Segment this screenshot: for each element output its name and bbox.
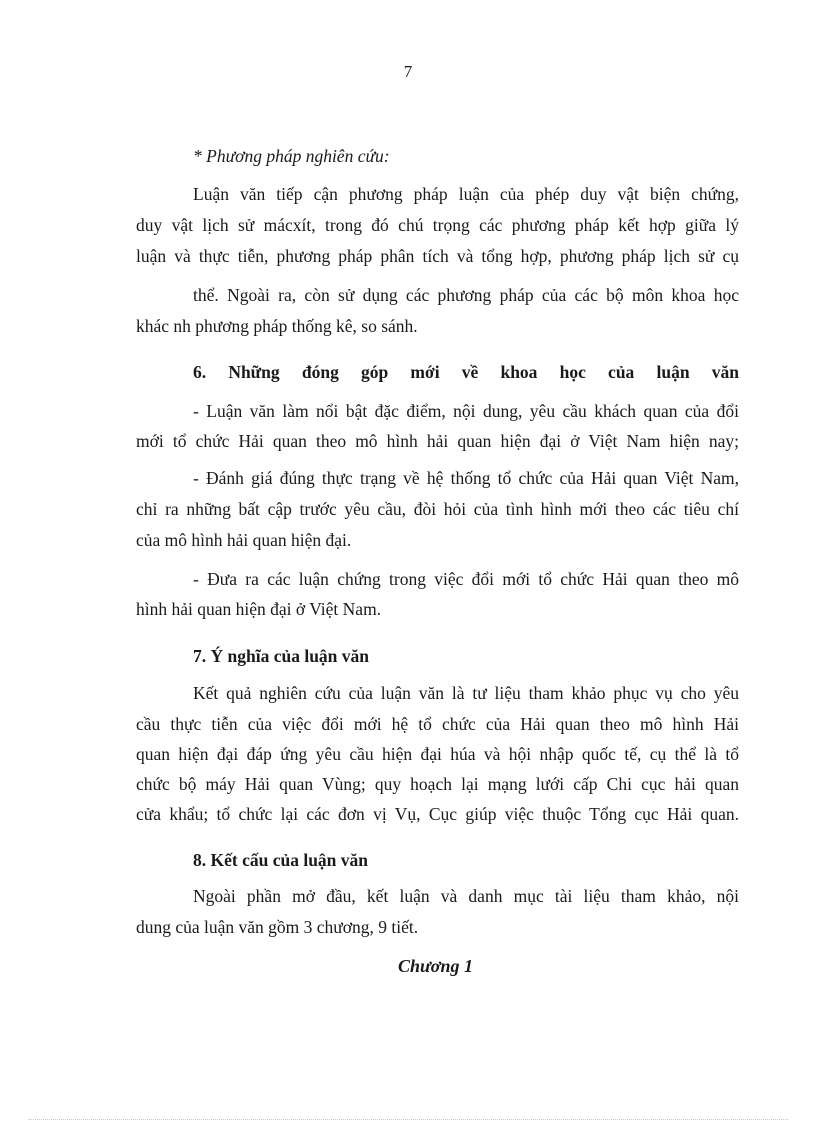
s7-line-1: Kết quả nghiên cứu của luận văn là tư liệu tham khảo phục vụ cho yêu xyxy=(193,683,739,703)
s6-line-4: chỉ ra những bất cập trước yêu cầu, đòi hỏi của tình hình mới theo các tiêu chí xyxy=(136,499,739,519)
s6-line-1: - Luận văn làm nổi bật đặc điểm, nội dung, yêu cầu khách quan của đổi xyxy=(193,401,739,421)
s6-line-7: hình hải quan hiện đại ở Việt Nam. xyxy=(136,599,382,619)
s6-line-2: mới tổ chức Hải quan theo mô hình hải quan hiện đại ở Việt Nam hiện nay; xyxy=(136,431,739,451)
method-line-4: thể. Ngoài ra, còn sử dụng các phương pháp của các bộ môn khoa học xyxy=(193,285,739,305)
section-6-heading: 6. Những đóng góp mới về khoa học của luận văn xyxy=(193,362,739,382)
s8-line-1: Ngoài phần mở đầu, kết luận và danh mục tài liệu tham khảo, nội xyxy=(193,886,739,906)
method-line-3: luận và thực tiễn, phương pháp phân tích và tổng hợp, phương pháp lịch sử cụ xyxy=(136,246,739,266)
s6-line-6: - Đưa ra các luận chứng trong việc đổi mới tổ chức Hải quan theo mô xyxy=(193,569,739,589)
method-line-2: duy vật lịch sử mácxít, trong đó chú trọng các phương pháp kết hợp giữa lý xyxy=(136,215,739,235)
method-line-1: Luận văn tiếp cận phương pháp luận của phép duy vật biện chứng, xyxy=(193,184,739,204)
s7-line-5: cửa khẩu; tổ chức lại các đơn vị Vụ, Cục giúp việc thuộc Tổng cục Hải quan. xyxy=(136,804,739,824)
s7-line-4: chức bộ máy Hải quan Vùng; quy hoạch lại mạng lưới cấp Chi cục hải quan xyxy=(136,774,739,794)
footer-divider xyxy=(28,1119,788,1120)
section-8-heading: 8. Kết cấu của luận văn xyxy=(193,850,369,870)
s7-line-2: cầu thực tiễn của việc đổi mới hệ tổ chức của Hải quan theo mô hình Hải xyxy=(136,714,739,734)
s6-line-3: - Đánh giá đúng thực trạng về hệ thống tổ chức của Hải quan Việt Nam, xyxy=(193,468,739,488)
method-heading: * Phương pháp nghiên cứu: xyxy=(193,146,390,166)
page-number: 7 xyxy=(403,62,413,81)
s8-line-2: dung của luận văn gồm 3 chương, 9 tiết. xyxy=(136,917,419,937)
section-7-heading: 7. Ý nghĩa của luận văn xyxy=(193,646,370,666)
s7-line-3: quan hiện đại đáp ứng yêu cầu hiện đại húa và hội nhập quốc tế, cụ thể là tổ xyxy=(136,744,739,764)
method-line-5: khác nh phương pháp thống kê, so sánh. xyxy=(136,316,418,336)
chapter-title: Chương 1 xyxy=(398,956,473,976)
s6-line-5: của mô hình hải quan hiện đại. xyxy=(136,530,352,550)
